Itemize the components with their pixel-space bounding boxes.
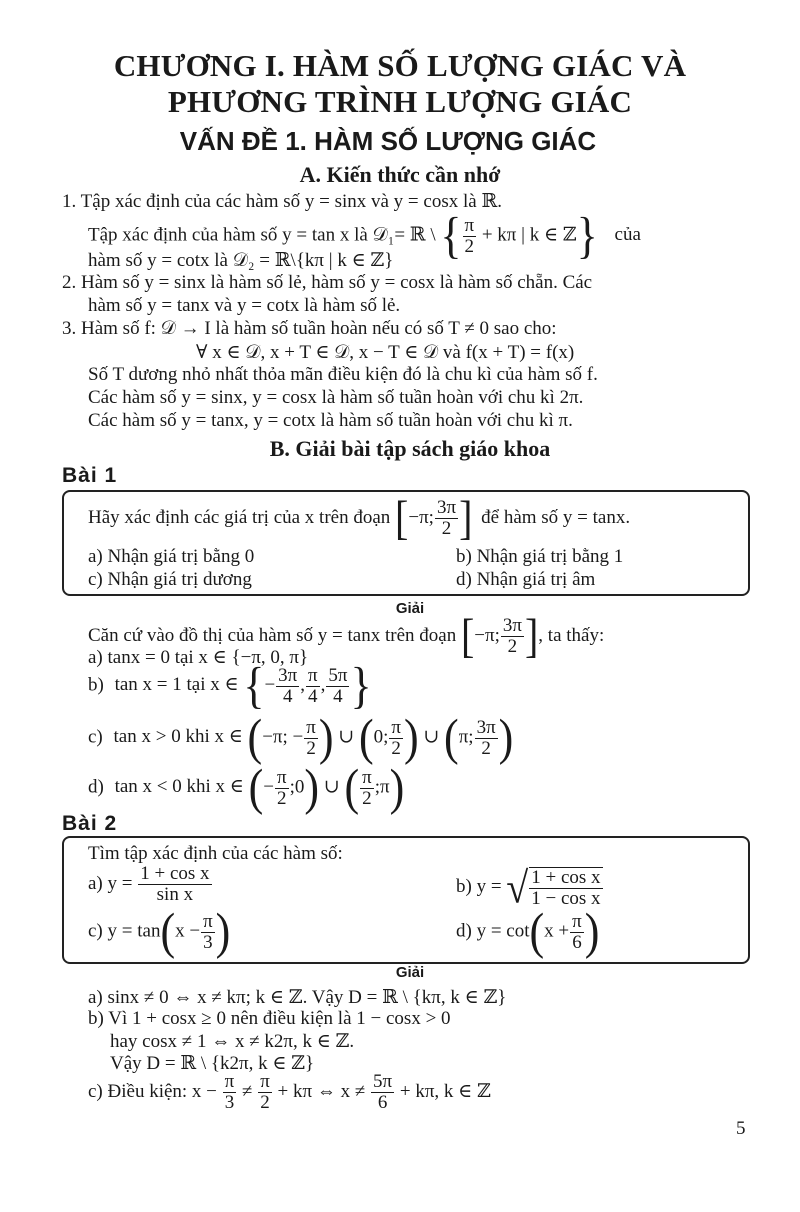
fraction-den: 2 xyxy=(304,738,318,759)
union-symbol: ∪ xyxy=(323,776,340,798)
interval-text: 0; xyxy=(373,726,389,748)
fraction-den: 2 xyxy=(360,788,374,809)
fraction-den: 2 xyxy=(275,788,289,809)
exercise-1-solution-a: a) tanx = 0 tại x ∈ {−π, 0, π} xyxy=(88,647,309,668)
fraction-num: 1 + cos x xyxy=(531,866,601,888)
exercise-1-option-d: d) Nhận giá trị âm xyxy=(456,569,596,590)
fraction-num: π xyxy=(276,766,287,788)
fraction-den: 4 xyxy=(276,686,299,707)
fraction xyxy=(360,768,374,809)
fraction xyxy=(326,666,349,707)
fraction-den: 6 xyxy=(371,1092,394,1113)
interval-text: π; xyxy=(458,726,474,748)
item1b-rest: + kπ | k ∈ ℤ xyxy=(481,224,577,246)
chapter-title-line2: PHƯƠNG TRÌNH LƯỢNG GIÁC xyxy=(167,84,633,119)
knowledge-item-3d: Các hàm số y = sinx, y = cosx là hàm số tuần hoàn với chu kì 2π. xyxy=(88,387,584,408)
fraction xyxy=(475,718,498,759)
item1b-suffix: của xyxy=(614,224,641,246)
fraction xyxy=(435,498,458,539)
interval-text: −π; − xyxy=(262,726,304,748)
fraction-den: sin x xyxy=(138,884,211,905)
fraction xyxy=(306,666,320,707)
question-text: Hãy xác định các giá trị của x trên đoạn xyxy=(88,506,391,528)
interval-left: −π; xyxy=(408,506,434,528)
function-label: c) y = tan xyxy=(88,920,161,942)
section-b-title: B. Giải bài tập sách giáo khoa xyxy=(269,436,551,461)
fraction-den: 2 xyxy=(389,738,403,759)
solution-text: tan x < 0 khi x ∈ xyxy=(114,776,244,798)
brace-open: { xyxy=(243,657,265,714)
exercise-2-label: Bài 2 xyxy=(62,812,118,835)
fraction-den: 2 xyxy=(463,236,477,257)
section-a-title: A. Kiến thức cần nhớ xyxy=(299,162,501,187)
function-label: d) y = cot xyxy=(456,920,530,942)
brace-close: } xyxy=(350,657,372,714)
knowledge-item-3a: 3. Hàm số f: 𝒟 → I là hàm số tuần hoàn nếu có số T ≠ 0 sao cho: xyxy=(62,318,557,339)
exercise-2-solution-b2: hay cosx ≠ 1 ⇔ x ≠ k2π, k ∈ ℤ. xyxy=(110,1031,355,1052)
item1b-domain: 𝒟₁= ℝ \ xyxy=(372,224,436,246)
page-number: 5 xyxy=(736,1118,746,1139)
fraction xyxy=(501,616,524,657)
not-equal-sign: ≠ xyxy=(242,1080,253,1102)
fraction xyxy=(276,666,299,707)
paren-open: ( xyxy=(247,709,263,766)
fraction-num: π xyxy=(308,664,318,686)
fraction-num: π xyxy=(260,1071,270,1092)
argument-text: x − xyxy=(175,920,201,942)
knowledge-item-3b: ∀ x ∈ 𝒟, x + T ∈ 𝒟, x − T ∈ 𝒟 và f(x + T) = f(x) xyxy=(196,342,575,363)
fraction-den: 1 − cos x xyxy=(531,887,601,909)
brace-close: } xyxy=(576,207,598,264)
fraction-num: π xyxy=(391,716,401,738)
fraction-num: 5π xyxy=(373,1071,393,1092)
fraction xyxy=(463,216,477,257)
fraction xyxy=(223,1072,237,1113)
fraction-num: π xyxy=(362,766,372,788)
fraction-num: π xyxy=(224,1071,235,1092)
comma: , xyxy=(300,674,305,696)
knowledge-item-1: 1. Tập xác định của các hàm số y = sinx và y = cosx là ℝ. xyxy=(62,191,502,212)
fraction xyxy=(275,768,289,809)
interval-left: −π; xyxy=(474,624,500,646)
fraction xyxy=(304,718,318,759)
knowledge-item-3e: Các hàm số y = tanx, y = cotx là hàm số tuần hoàn với chu kì π. xyxy=(88,410,573,431)
fraction xyxy=(570,912,584,953)
fraction-num: 3π xyxy=(278,664,298,686)
exercise-2-solution-a: a) sinx ≠ 0 ⇔ x ≠ kπ; k ∈ ℤ. Vậy D = ℝ \ {kπ, k ∈ ℤ} xyxy=(88,987,507,1008)
knowledge-item-2a: 2. Hàm số y = sinx là hàm số lẻ, hàm số y = cosx là hàm số chẵn. Các xyxy=(62,272,593,293)
fraction-num: π xyxy=(203,910,213,932)
paren-open: ( xyxy=(160,903,176,960)
solution-label: c) xyxy=(88,726,103,748)
fraction xyxy=(138,864,211,905)
fraction-den: 4 xyxy=(306,686,320,707)
paren-close: ) xyxy=(304,759,320,816)
minus-sign: − xyxy=(263,776,274,798)
bracket-close: ] xyxy=(459,490,473,545)
fraction-den: 4 xyxy=(326,686,349,707)
paren-close: ) xyxy=(403,709,419,766)
chapter-title-line1: CHƯƠNG I. HÀM SỐ LƯỢNG GIÁC VÀ xyxy=(113,48,687,83)
exercise-1-question xyxy=(88,490,631,545)
item1b-prefix: Tập xác định của hàm số y = tan x là xyxy=(88,224,368,246)
interval-text: ;0 xyxy=(289,776,305,798)
exercise-1-solution-d xyxy=(88,759,405,816)
exercise-2-solution-b1: b) Vì 1 + cosx ≥ 0 nên điều kiện là 1 − cosx > 0 xyxy=(88,1008,451,1029)
paren-close: ) xyxy=(318,709,334,766)
exercise-2-function-a xyxy=(88,864,213,905)
exercise-1-option-b: b) Nhận giá trị bằng 1 xyxy=(456,546,624,567)
brace-open: { xyxy=(440,207,462,264)
union-symbol: ∪ xyxy=(423,726,440,748)
fraction-num: 1 + cos x xyxy=(140,863,210,884)
fraction-den: 2 xyxy=(435,518,458,539)
fraction-den: 2 xyxy=(475,738,498,759)
exercise-1-label: Bài 1 xyxy=(62,464,118,487)
fraction-den: 2 xyxy=(501,636,524,657)
fraction-num: π xyxy=(572,910,582,932)
bracket-open: [ xyxy=(395,490,409,545)
paren-close: ) xyxy=(215,903,231,960)
paren-open: ( xyxy=(444,709,459,766)
fraction-num: 3π xyxy=(502,615,522,636)
solution-label: b) xyxy=(88,674,104,696)
exercise-1-option-a: a) Nhận giá trị bằng 0 xyxy=(88,546,255,567)
function-label: a) y = xyxy=(88,872,133,894)
solution-text: c) Điều kiện: x − xyxy=(88,1080,217,1102)
function-label: b) y = xyxy=(456,875,502,897)
fraction xyxy=(371,1072,394,1113)
fraction-num: π xyxy=(464,214,475,236)
solution-text: tan x > 0 khi x ∈ xyxy=(113,726,243,748)
knowledge-item-2b: hàm số y = tanx và y = cotx là hàm số lẻ. xyxy=(88,295,401,316)
argument-text: x + xyxy=(544,920,570,942)
interval-text: ;π xyxy=(374,776,390,798)
exercise-1-option-c: c) Nhận giá trị dương xyxy=(88,569,252,590)
bracket-close: ] xyxy=(524,608,539,663)
exercise-2-solution-b3: Vậy D = ℝ \ {k2π, k ∈ ℤ} xyxy=(110,1053,315,1074)
knowledge-item-3c: Số T dương nhỏ nhất thỏa mãn điều kiện đó là chu kì của hàm số f. xyxy=(88,364,598,385)
exercise-2-function-d xyxy=(456,903,600,960)
fraction-den: 2 xyxy=(258,1092,272,1113)
fraction-num: 3π xyxy=(476,716,496,738)
paren-close: ) xyxy=(389,759,405,816)
fraction-den: 3 xyxy=(201,932,215,953)
paren-open: ( xyxy=(529,903,545,960)
sqrt-sign: √ xyxy=(506,862,529,913)
question-suffix: để hàm số y = tanx. xyxy=(481,506,631,528)
exercise-1-solution-heading: Giải xyxy=(395,600,425,617)
fraction-den: 6 xyxy=(570,932,584,953)
bracket-open: [ xyxy=(460,608,475,663)
fraction xyxy=(389,718,403,759)
fraction xyxy=(201,912,215,953)
minus-sign: − xyxy=(264,674,276,696)
exercise-2-function-c xyxy=(88,903,231,960)
fraction xyxy=(258,1072,272,1113)
comma: , xyxy=(320,674,326,696)
union-symbol: ∪ xyxy=(338,726,355,748)
intro-text: Căn cứ vào đồ thị của hàm số y = tanx trên đoạn xyxy=(88,624,457,646)
exercise-1-solution-c xyxy=(88,709,514,766)
solution-label: d) xyxy=(88,776,104,798)
exercise-2-question: Tìm tập xác định của các hàm số: xyxy=(88,843,343,864)
fraction-num: 3π xyxy=(436,497,457,518)
exercise-2-solution-heading: Giải xyxy=(395,964,425,981)
paren-close: ) xyxy=(498,709,514,766)
solution-text: + kπ ⇔ x ≠ xyxy=(277,1080,366,1102)
exercise-2-solution-c xyxy=(88,1072,491,1113)
fraction-num: 5π xyxy=(328,664,348,686)
paren-open: ( xyxy=(248,759,264,816)
intro-suffix: , ta thấy: xyxy=(538,624,605,646)
paren-open: ( xyxy=(358,709,374,766)
topic-heading: VẤN ĐỀ 1. HÀM SỐ LƯỢNG GIÁC xyxy=(179,126,597,156)
solution-text: tan x = 1 tại x ∈ xyxy=(114,674,239,696)
paren-open: ( xyxy=(344,759,360,816)
paren-close: ) xyxy=(584,903,600,960)
fraction-num: π xyxy=(306,716,316,738)
fraction xyxy=(529,867,602,909)
solution-text: + kπ, k ∈ ℤ xyxy=(399,1080,491,1102)
fraction-den: 3 xyxy=(223,1092,237,1113)
knowledge-item-1c: hàm số y = cotx là 𝒟₂ = ℝ\{kπ | k ∈ ℤ} xyxy=(88,250,394,271)
